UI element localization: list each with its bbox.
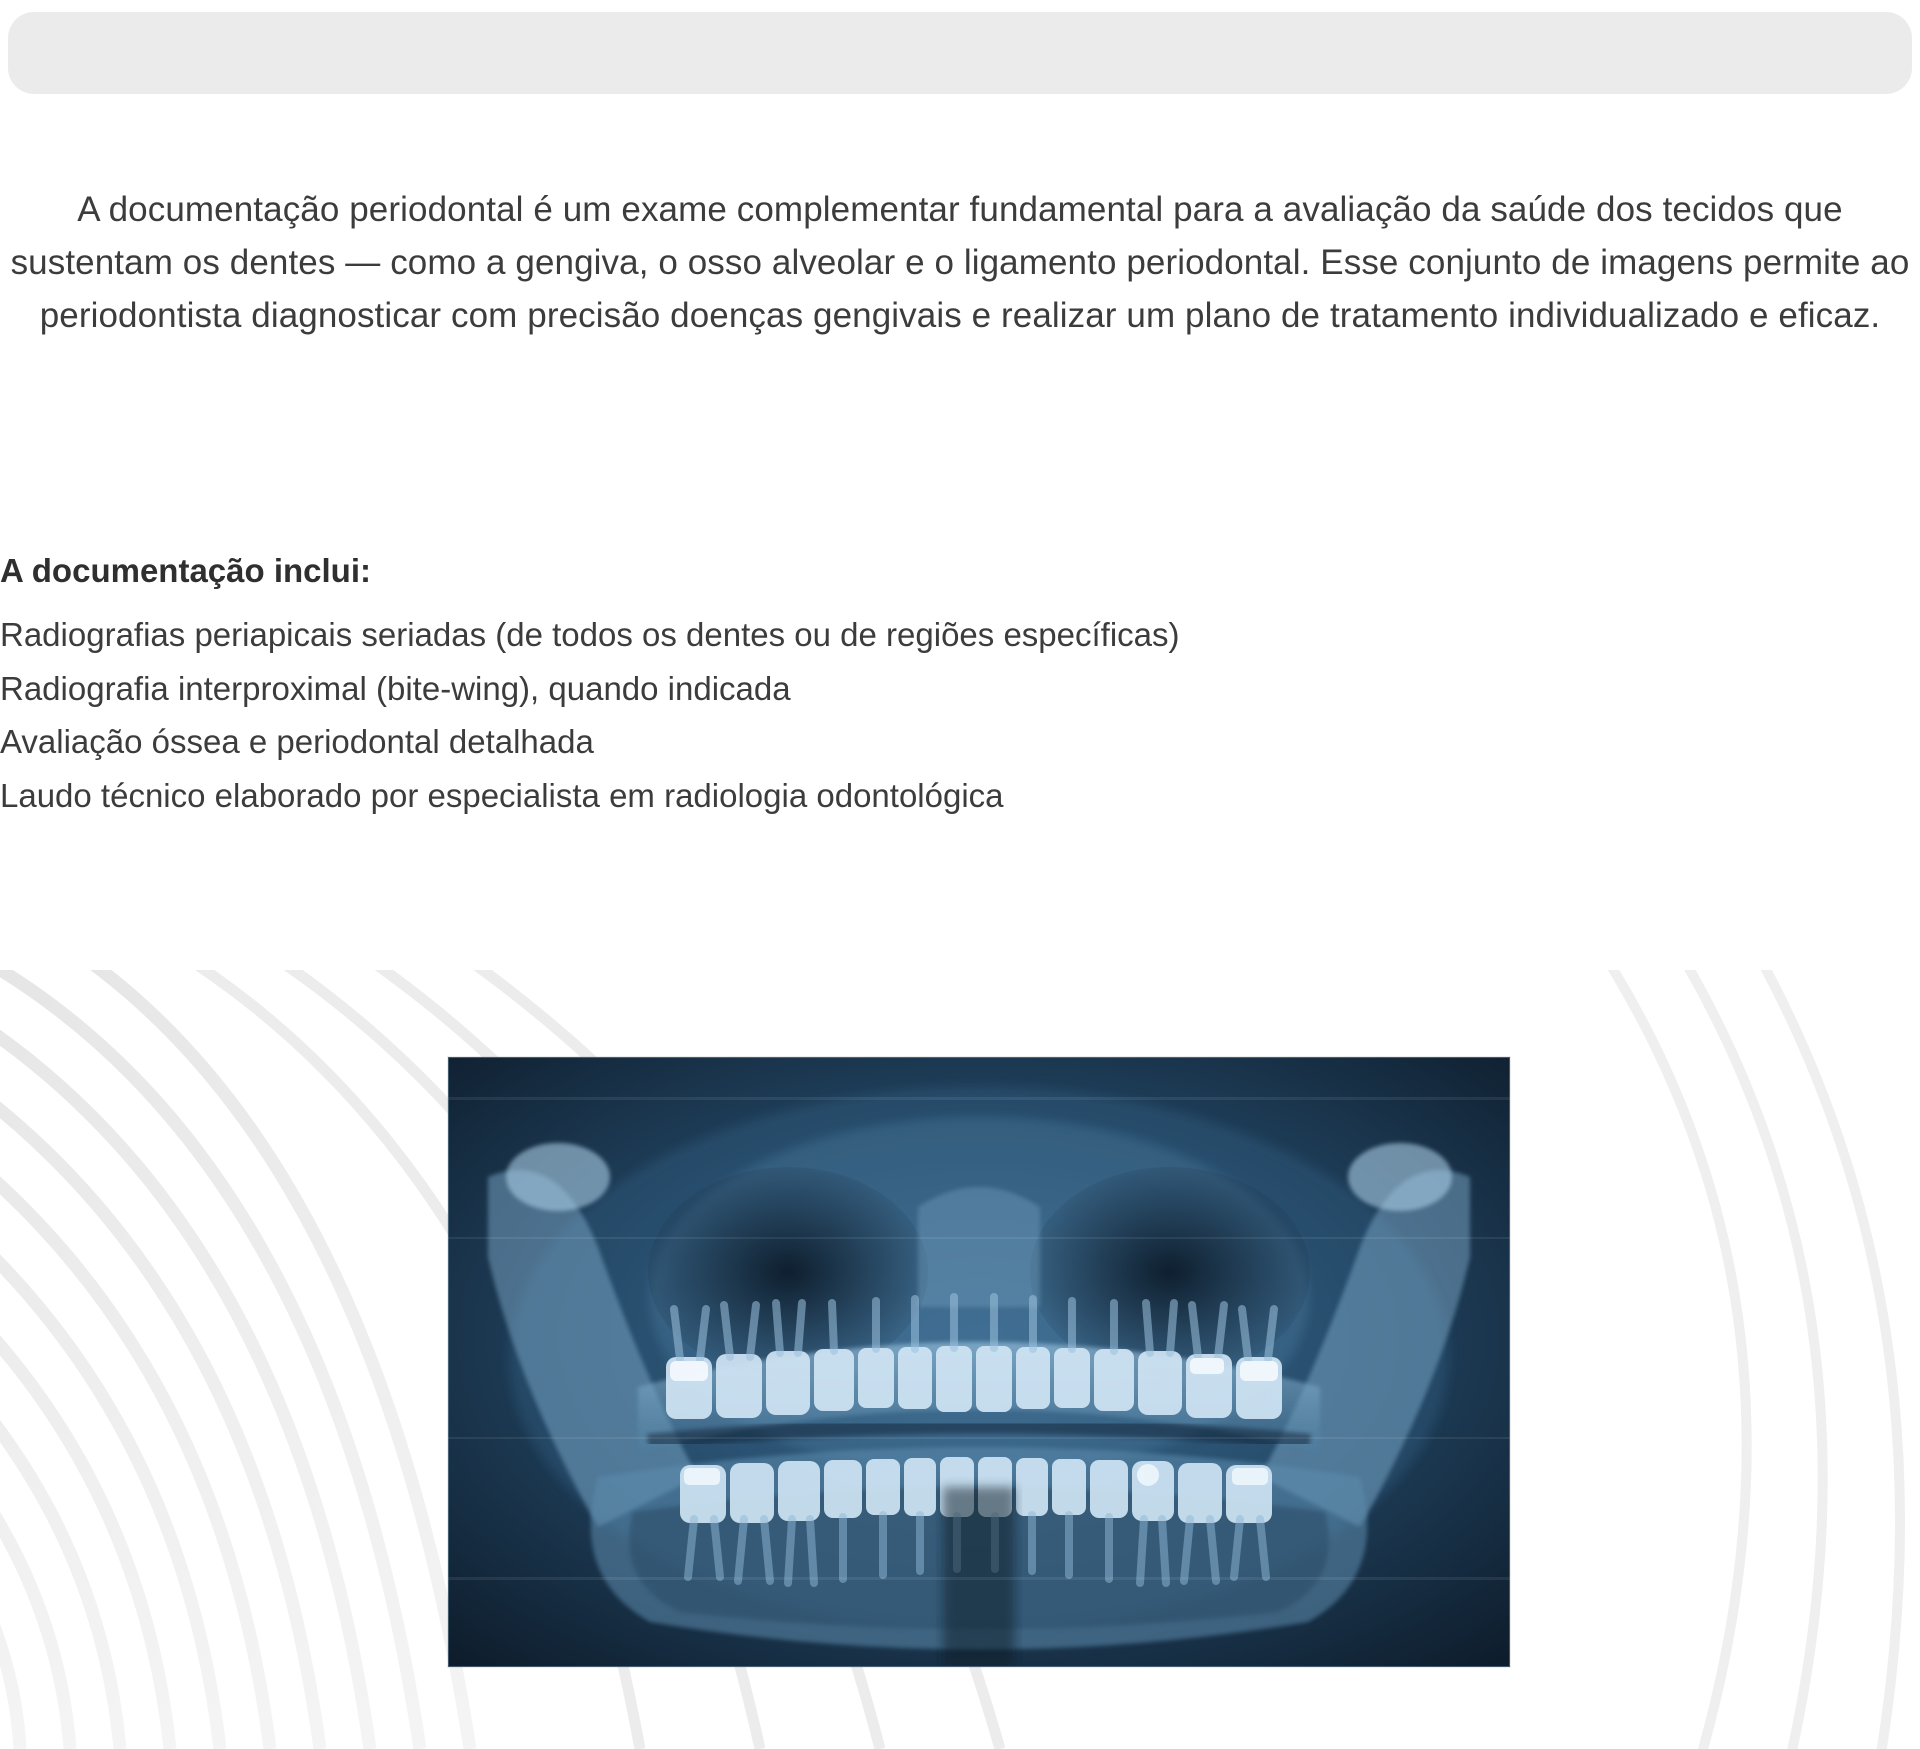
panoramic-xray-image bbox=[448, 1057, 1510, 1667]
documentation-item: Radiografia interproximal (bite-wing), quando indicada bbox=[0, 669, 791, 707]
documentation-block bbox=[0, 545, 1820, 822]
documentation-item: Radiografias periapicais seriadas (de todos os dentes ou de regiões específicas) bbox=[0, 616, 1180, 654]
media-area bbox=[0, 970, 1920, 1749]
top-bar bbox=[8, 12, 1912, 94]
documentation-title: A documentação inclui: bbox=[0, 552, 371, 589]
documentation-item: Laudo técnico elaborado por especialista em radiologia odontológica bbox=[0, 776, 1004, 814]
intro-paragraph: A documentação periodontal é um exame complementar fundamental para a avaliação da saúde dos tecidos que sustentam os dentes — como a gengiva, o osso alveolar e o ligamento periodontal. Esse conjunto de imagens permite ao periodontista diagnosticar com precisão doenças gengivais e realizar um plano de tratamento individualizado e eficaz. bbox=[10, 190, 1910, 336]
documentation-item: Avaliação óssea e periodontal detalhada bbox=[0, 723, 594, 761]
